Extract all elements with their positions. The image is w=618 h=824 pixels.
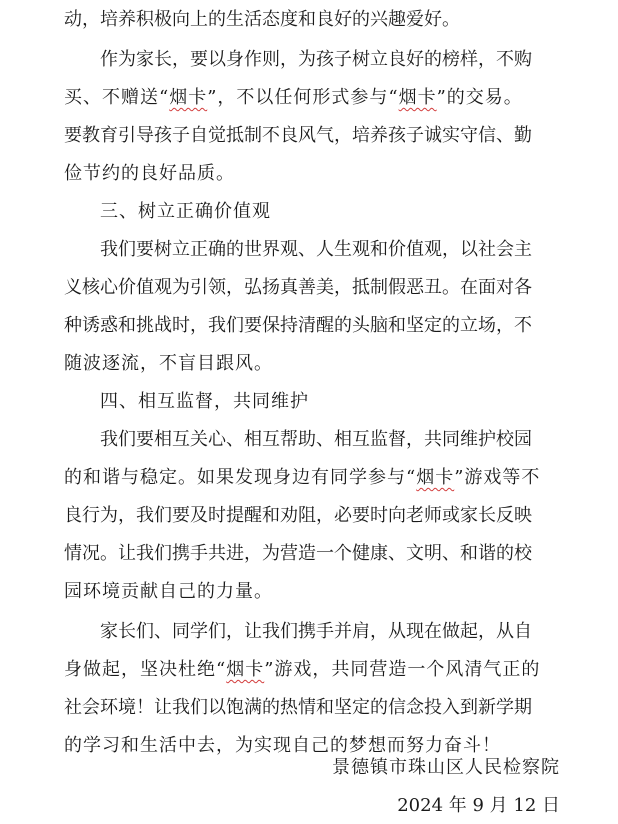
paragraph-line: 社会环境！让我们以饱满的热情和坚定的信念投入到新学期 xyxy=(64,697,532,718)
paragraph-line: 身做起，坚决杜绝“ 烟卡 ”游戏，共同营造一个风清气正的 xyxy=(64,652,564,688)
yanka-term: 烟卡 xyxy=(169,87,208,108)
paragraph-line: 义核心价值观为引领，弘扬真善美，抵制假恶丑。在面对各 xyxy=(64,277,532,298)
paragraph-line: 随波逐流，不盲目跟风。 xyxy=(64,353,273,374)
signature-organization: 景德镇市珠山区人民检察院 xyxy=(332,757,560,778)
yanka-term: 烟卡 xyxy=(398,87,437,108)
paragraph-line: 我们要相互关心、相互帮助、相互监督，共同维护校园 xyxy=(100,429,532,450)
paragraph-line: 良行为，我们要及时提醒和劝阻，必要时向老师或家长反映 xyxy=(64,505,532,526)
section-heading: 四、相互监督，共同维护 xyxy=(100,391,309,412)
paragraph-line: 家长们、同学们，让我们携手并肩，从现在做起，从自 xyxy=(100,621,532,642)
paragraph-line: 种诱惑和挑战时，我们要保持清醒的头脑和坚定的立场，不 xyxy=(64,315,532,336)
paragraph-line: 买、不赠送“ 烟卡 ”，不以任何形式参与“ 烟卡 ”的交易。 xyxy=(64,80,564,116)
paragraph-line: 作为家长，要以身作则，为孩子树立良好的榜样，不购 xyxy=(100,49,532,70)
paragraph-line: 的学习和生活中去，为实现自己的梦想而努力奋斗！ xyxy=(64,735,501,756)
paragraph-line: 俭节约的良好品质。 xyxy=(64,163,235,184)
paragraph-line: 的和谐与稳定。如果发现身边有同学参与“ 烟卡 ”游戏等不 xyxy=(64,460,564,496)
signature-date: 2024 年 9 月 12 日 xyxy=(397,795,560,816)
paragraph-line: 动，培养积极向上的生活态度和良好的兴趣爱好。 xyxy=(64,9,460,30)
section-heading: 三、树立正确价值观 xyxy=(100,201,271,222)
paragraph-line: 我们要树立正确的世界观、人生观和价值观，以社会主 xyxy=(100,239,532,260)
paragraph-line: 园环境贡献自己的力量。 xyxy=(64,581,273,602)
paragraph-line: 情况。让我们携手共进，为营造一个健康、文明、和谐的校 xyxy=(64,543,532,564)
paragraph-line: 要教育引导孩子自觉抵制不良风气，培养孩子诚实守信、勤 xyxy=(64,125,532,146)
yanka-term: 烟卡 xyxy=(226,659,265,680)
yanka-term: 烟卡 xyxy=(416,467,455,488)
